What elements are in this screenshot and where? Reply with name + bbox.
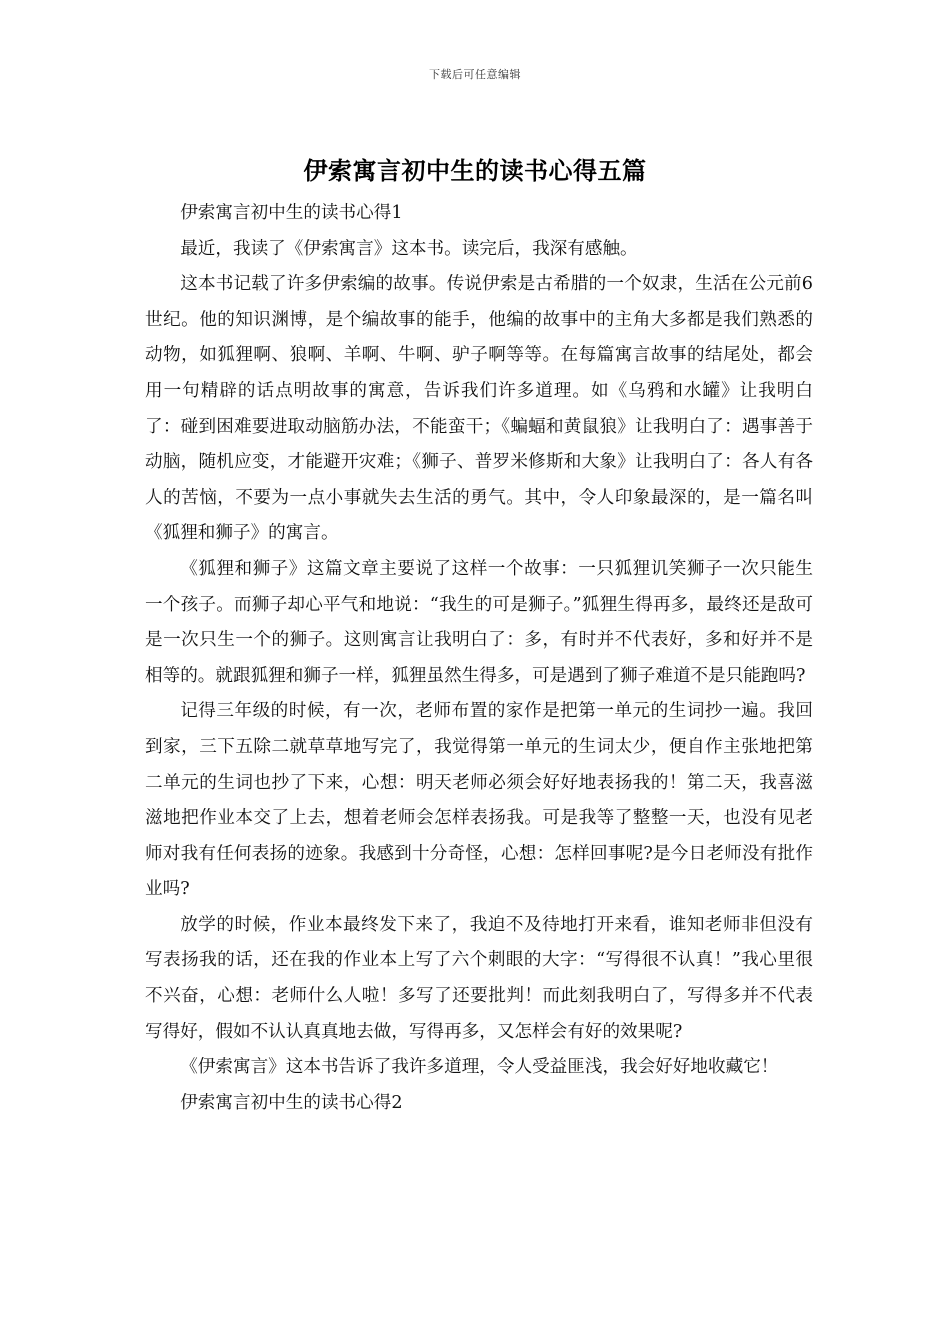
paragraph: 《伊索寓言》这本书告诉了我许多道理，令人受益匪浅，我会好好地收藏它！ xyxy=(180,1057,779,1078)
paragraph: 这本书记载了许多伊索编的故事。传说伊索是古希腊的一个奴隶，生活在公元前6世纪。他的知识渊博，是个编故事的能手，他编的故事中的主角大多都是我们熟悉的动物，如狐狸啊、狼啊、羊啊、牛啊、驴子啊等等。在每篇寓言故事的结尾处，都会用一句精辟的话点明故事的寓意，告诉我们许多道理。如《乌鸦和水罐》让我明白了：碰到困难要进取动脑筋办法，不能蛮干；《蝙蝠和黄鼠狼》让我明白了：遇事善于动脑，随机应变，才能避开灾难；《狮子、普罗米修斯和大象》让我明白了：各人有各人的苦恼，不要为一点小事就失去生活的勇气。其中，令人印象最深的，是一篇名叫《狐狸和狮子》的寓言。 xyxy=(145,274,813,544)
document-title: 伊索寓言初中生的读书心得五篇 xyxy=(303,156,647,185)
header-note: 下载后可任意编辑 xyxy=(429,68,521,81)
section-heading-1: 伊索寓言初中生的读书心得1 xyxy=(180,203,403,223)
paragraph: 最近，我读了《伊索寓言》这本书。读完后，我深有感触。 xyxy=(180,238,638,259)
paragraph: 《狐狸和狮子》这篇文章主要说了这样一个故事：一只狐狸讥笑狮子一次只能生一个孩子。而狮子却心平气和地说：“我生的可是狮子。”狐狸生得再多，最终还是敌可是一次只生一个的狮子。这则寓言让我明白了：多，有时并不代表好，多和好并不是相等的。就跟狐狸和狮子一样，狐狸虽然生得多，可是遇到了狮子难道不是只能跑吗? xyxy=(145,558,813,686)
paragraph: 记得三年级的时候，有一次，老师布置的家作是把第一单元的生词抄一遍。我回到家，三下五除二就草草地写完了，我觉得第一单元的生词太少，便自作主张地把第二单元的生词也抄了下来，心想：明天老师必须会好好地表扬我的！第二天，我喜滋滋地把作业本交了上去，想着老师会怎样表扬我。可是我等了整整一天，也没有见老师对我有任何表扬的迹象。我感到十分奇怪，心想：怎样回事呢?是今日老师没有批作业吗? xyxy=(145,701,813,900)
paragraph: 放学的时候，作业本最终发下来了，我迫不及待地打开来看，谁知老师非但没有写表扬我的话，还在我的作业本上写了六个刺眼的大字：“写得很不认真！”我心里很不兴奋，心想：老师什么人啦！多写了还要批判！而此刻我明白了，写得多并不代表写得好，假如不认认真真地去做，写得再多，又怎样会有好的效果呢? xyxy=(145,914,813,1042)
section-heading-2: 伊索寓言初中生的读书心得2 xyxy=(180,1092,403,1113)
document-body xyxy=(145,196,813,1121)
